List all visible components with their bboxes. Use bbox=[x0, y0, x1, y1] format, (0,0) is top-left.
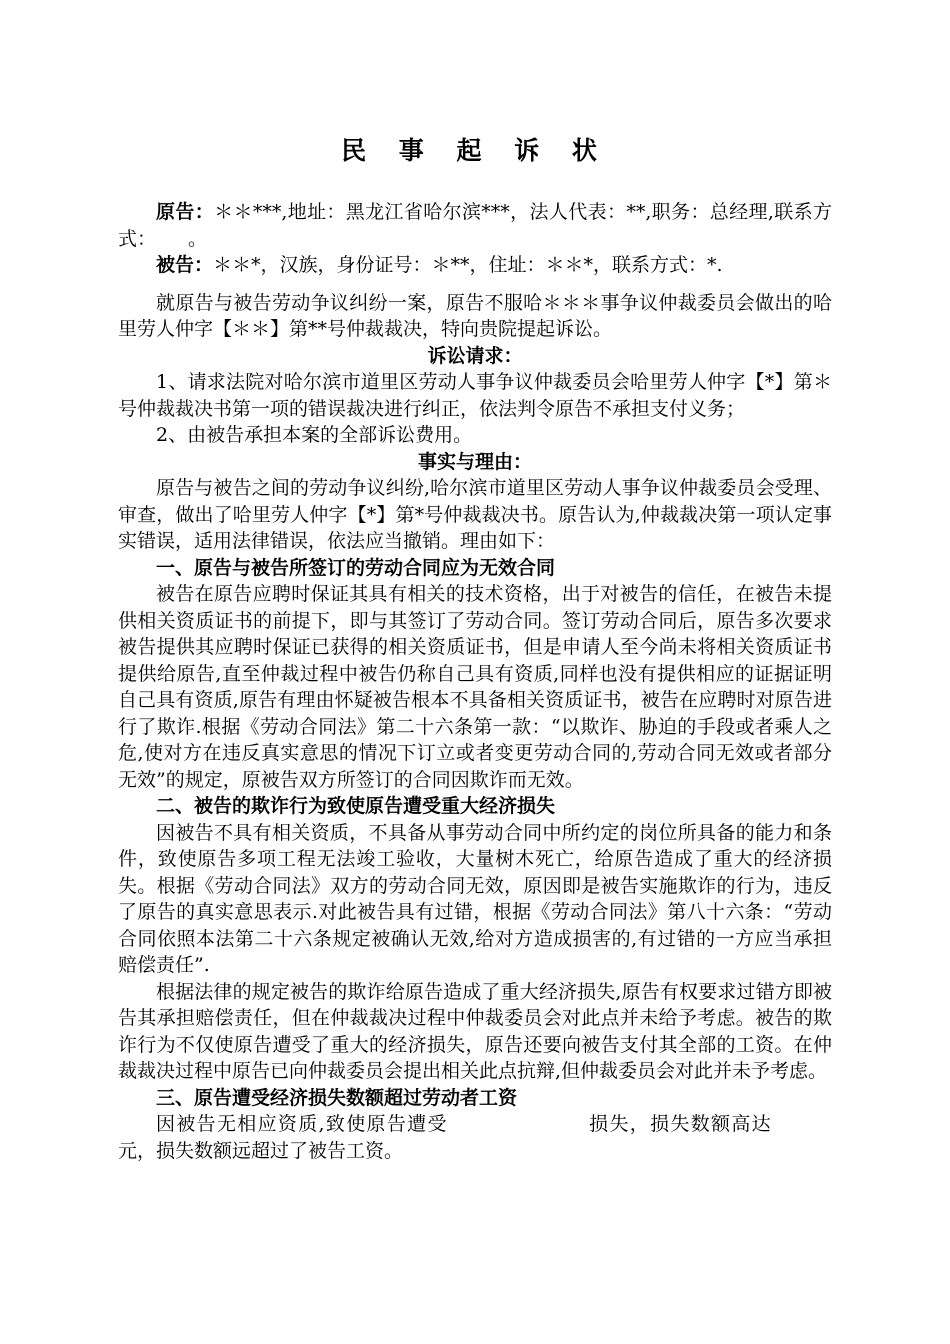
claims-heading: 诉讼请求： bbox=[427, 344, 523, 367]
claim-item: 2、由被告承担本案的全部诉讼费用。 bbox=[156, 424, 473, 446]
plaintiff-line bbox=[118, 199, 832, 252]
defendant-line bbox=[118, 252, 832, 279]
document-title: 民 事 起 诉 状 bbox=[341, 136, 609, 165]
reason-heading: 一、原告与被告所签订的劳动合同应为无效合同 bbox=[156, 556, 556, 579]
plaintiff-label: 原告： bbox=[156, 201, 215, 223]
plaintiff-text: ＊＊***,地址：黑龙江省哈尔滨***，法人代表：**,职务：总经理,联系方式： bbox=[118, 201, 832, 250]
loss-text-c: 元，损失数额远超过了被告工资。 bbox=[118, 1139, 404, 1162]
reason-heading: 三、原告遭受经济损失数额超过劳动者工资 bbox=[156, 1086, 518, 1109]
facts-heading: 事实与理由： bbox=[417, 450, 532, 473]
defendant-label: 被告： bbox=[156, 254, 214, 276]
document-body bbox=[118, 199, 832, 1164]
reason-paragraph: 因被告不具有相关资质，不具备从事劳动合同中所约定的岗位所具备的能力和条件，致使原告多项工程无法竣工验收，大量树木死亡，给原告造成了重大的经济损失。根据《劳动合同法》双方的劳动合同无效，原因即是被告实施欺诈的行为，违反了原告的真实意思表示.对此被告具有过错，根据《劳动合同法》第八十六条：“劳动合同依照本法第二十六条规定被确认无效,给对方造成损害的,有过错的一方应当承担赔偿责任”. bbox=[118, 821, 832, 976]
loss-text-b: 损失，损失数额高达 bbox=[587, 1113, 772, 1135]
reason-paragraph: 根据法律的规定被告的欺诈给原告造成了重大经济损失,原告有权要求过错方即被告其承担赔偿责任，但在仲裁裁决过程中仲裁委员会对此点并未给予考虑。被告的欺诈行为不仅使原告遭受了重大的经济损失，原告还要向被告支付其全部的工资。在仲裁裁决过程中原告已向仲裁委员会提出相关此点抗辩,但仲裁委员会对此并未予考虑。 bbox=[118, 980, 832, 1082]
intro-paragraph: 就原告与被告劳动争议纠纷一案，原告不服哈＊＊＊事争议仲裁委员会做出的哈里劳人仲字【＊＊】第**号仲裁裁决，特向贵院提起诉讼。 bbox=[118, 291, 832, 340]
reason-paragraph: 被告在原告应聘时保证其具有相关的技术资格，出于对被告的信任，在被告未提供相关资质证书的前提下，即与其签订了劳动合同。签订劳动合同后，原告多次要求被告提供其应聘时保证已获得的相关资质证书，但是申请人至今尚未将相关资质证书提供给原告,直至仲裁过程中被告仍称自己具有资质,同样也没有提供相应的证据证明自己具有资质,原告有理由怀疑被告根本不具备相关资质证书，被告在应聘时对原告进行了欺诈.根据《劳动合同法》第二十六条第一款：“以欺诈、胁迫的手段或者乘人之危,使对方在违反真实意思的情况下订立或者变更劳动合同的,劳动合同无效或者部分无效”的规定，原被告双方所签订的合同因欺诈而无效。 bbox=[118, 583, 832, 791]
reason-paragraph bbox=[118, 1111, 832, 1164]
reason-heading: 二、被告的欺诈行为致使原告遭受重大经济损失 bbox=[156, 795, 556, 817]
defendant-text: ＊＊*，汉族，身份证号：＊**，住址：＊＊*，联系方式：*. bbox=[213, 254, 723, 276]
plaintiff-end: 。 bbox=[188, 227, 208, 250]
loss-text-a: 因被告无相应资质,致使原告遭受 bbox=[156, 1113, 448, 1135]
facts-intro: 原告与被告之间的劳动争议纠纷,哈尔滨市道里区劳动人事争议仲裁委员会受理、审查，做出了哈里劳人仲字【*】第*号仲裁裁决书。原告认为,仲裁裁决第一项认定事实错误，适用法律错误，依法应当撤销。理由如下： bbox=[118, 477, 832, 552]
claim-item: 1、请求法院对哈尔滨市道里区劳动人事争议仲裁委员会哈里劳人仲字【*】第＊号仲裁裁决书第一项的错误裁决进行纠正，依法判令原告不承担支付义务； bbox=[118, 371, 832, 420]
